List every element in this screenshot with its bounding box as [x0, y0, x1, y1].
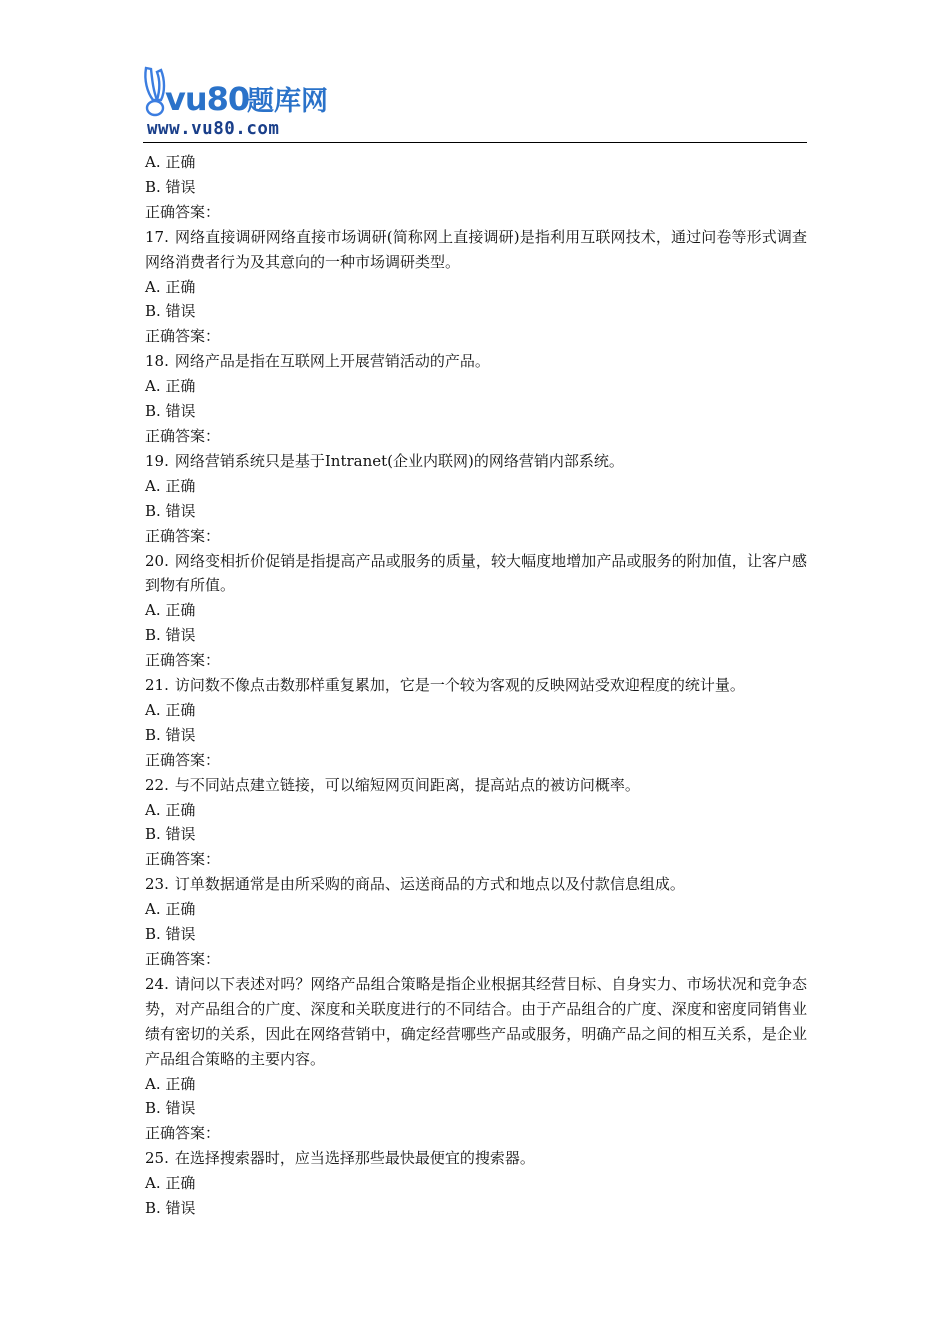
- question-body: 访问数不像点击数那样重复累加，它是一个较为客观的反映网站受欢迎程度的统计量。: [174, 676, 745, 695]
- question-text: [145, 225, 807, 275]
- answer-label: 正确答案：: [145, 750, 221, 769]
- option-line: A. 正确: [145, 800, 196, 819]
- answer-label: 正确答案：: [145, 327, 221, 346]
- answer-label: 正确答案：: [145, 850, 221, 869]
- option-line: B. 错误: [145, 177, 196, 196]
- answer-label: 正确答案：: [145, 526, 221, 545]
- question-list: [145, 150, 807, 1221]
- logo-url-text: www.vu80.com: [147, 119, 280, 138]
- vu80-logo-image: [143, 66, 343, 138]
- question-text: [145, 349, 807, 374]
- question-body: 网络直接调研网络直接市场调研(简称网上直接调研)是指利用互联网技术，通过问卷等形式调查网络消费者行为及其意向的一种市场调研类型。: [145, 227, 807, 271]
- answer-label: 正确答案：: [145, 202, 221, 221]
- question-number: 25.: [145, 1149, 169, 1168]
- question-text: [145, 972, 807, 1072]
- question-text: [145, 1146, 807, 1171]
- question-body: 网络产品是指在互联网上开展营销活动的产品。: [174, 352, 490, 371]
- question-number: 22.: [145, 775, 169, 794]
- question-body: 请问以下表述对吗？网络产品组合策略是指企业根据其经营目标、自身实力、市场状况和竞争态势，对产品组合的广度、深度和关联度进行的不同结合。由于产品组合的广度、深度和密度同销售业绩有密切的关系，因此在网络营销中，确定经营哪些产品或服务，明确产品之间的相互关系，是企业产品组合策略的主要内容。: [145, 974, 807, 1068]
- logo-brand-cn-text: 题库网: [247, 86, 328, 117]
- question-number: 18.: [145, 352, 169, 371]
- answer-label: 正确答案：: [145, 651, 221, 670]
- question-number: 20.: [145, 551, 169, 570]
- question-body: 在选择搜索器时，应当选择那些最快最便宜的搜索器。: [174, 1149, 535, 1168]
- answer-label: 正确答案：: [145, 426, 221, 445]
- option-line: B. 错误: [145, 501, 196, 520]
- question-body: 网络变相折价促销是指提高产品或服务的质量，较大幅度地增加产品或服务的附加值，让客户感到物有所值。: [145, 551, 807, 595]
- question-body: 网络营销系统只是基于Intranet(企业内联网)的网络营销内部系统。: [174, 451, 624, 470]
- answer-label: 正确答案：: [145, 1124, 221, 1143]
- question-body: 与不同站点建立链接，可以缩短网页间距离，提高站点的被访问概率。: [174, 775, 640, 794]
- question-number: 17.: [145, 227, 169, 246]
- question-text: [145, 773, 807, 798]
- vu80-logo: [143, 66, 343, 138]
- question-number: 21.: [145, 676, 169, 695]
- option-line: B. 错误: [145, 402, 196, 421]
- option-line: A. 正确: [145, 1074, 196, 1093]
- option-line: B. 错误: [145, 925, 196, 944]
- logo-brand-text: vu80: [165, 80, 250, 118]
- option-line: B. 错误: [145, 1099, 196, 1118]
- question-number: 23.: [145, 875, 169, 894]
- question-text: [145, 872, 807, 897]
- bunny-icon: [145, 68, 164, 115]
- option-line: B. 错误: [145, 1199, 196, 1218]
- option-line: A. 正确: [145, 700, 196, 719]
- option-line: B. 错误: [145, 725, 196, 744]
- option-line: A. 正确: [145, 377, 196, 396]
- option-line: A. 正确: [145, 277, 196, 296]
- answer-label: 正确答案：: [145, 950, 221, 968]
- option-line: A. 正确: [145, 153, 196, 171]
- option-line: A. 正确: [145, 1174, 196, 1193]
- question-number: 24.: [145, 974, 169, 993]
- header-rule: [143, 142, 807, 143]
- option-line: B. 错误: [145, 626, 196, 645]
- option-line: A. 正确: [145, 601, 196, 620]
- option-line: B. 错误: [145, 302, 196, 321]
- question-text: [145, 449, 807, 474]
- question-number: 19.: [145, 451, 169, 470]
- option-line: A. 正确: [145, 476, 196, 495]
- question-body: 订单数据通常是由所采购的商品、运送商品的方式和地点以及付款信息组成。: [174, 875, 685, 894]
- question-text: [145, 673, 807, 698]
- option-line: B. 错误: [145, 825, 196, 844]
- option-line: A. 正确: [145, 900, 196, 919]
- question-text: [145, 549, 807, 599]
